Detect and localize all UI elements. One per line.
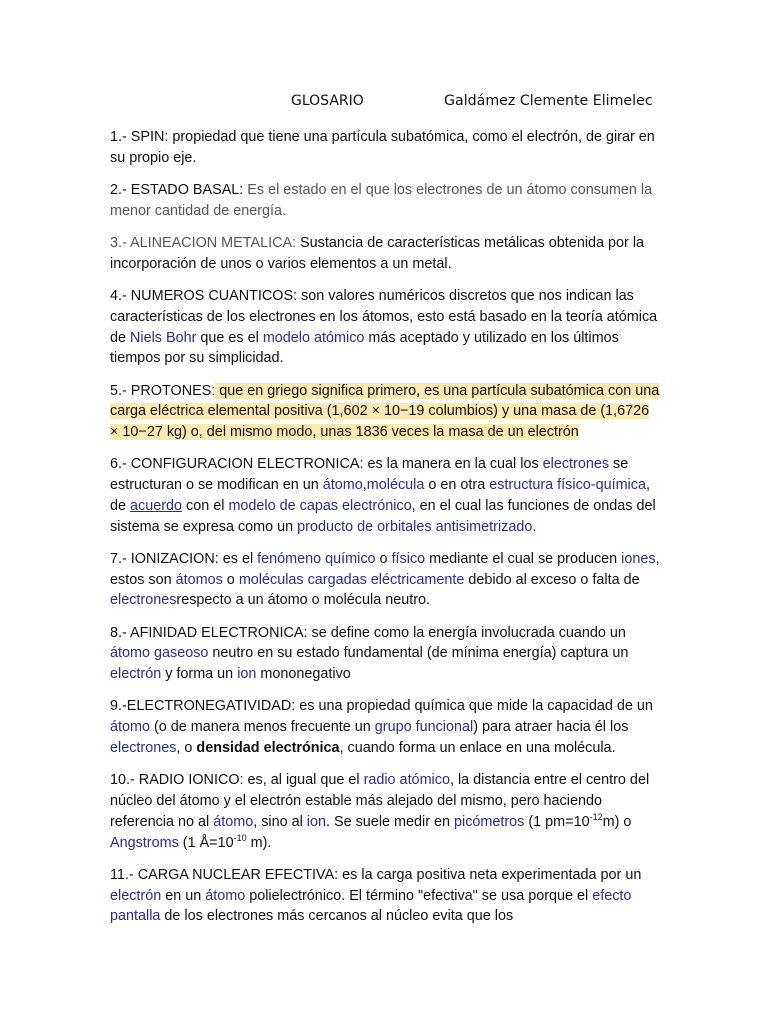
entry-text: es la manera en la cual los [363,456,543,473]
entry-term: 10.- RADIO IONICO: [110,772,244,789]
link-iones[interactable]: iones [621,550,656,567]
document-header [0,93,768,113]
glossary-entry-alineacion-metalica [110,233,660,275]
link-producto-orbitales[interactable]: producto de orbitales antisimetrizado [297,518,533,535]
link-atomo[interactable]: átomo [205,887,246,904]
link-electrones[interactable]: electrones [542,456,610,473]
entry-text: debido al exceso o falta de [464,571,640,588]
entry-text: con el [182,497,229,514]
link-moleculas-cargadas[interactable]: moléculas cargadas eléctricamente [238,571,465,588]
entry-text: , cuando forma un enlace en una molécula. [339,740,616,757]
link-electrones[interactable]: electrones [110,592,177,609]
bold-term: densidad electrónica [196,740,340,757]
link-molecula[interactable]: molécula [366,477,425,494]
entry-text: se define como la energía involucrada cuando un [307,624,626,641]
entry-text: que es el [196,329,263,346]
entry-text: de los electrones más cercanos al núcleo evita que los [160,908,514,925]
entry-definition: propiedad que tiene una partícula subatómica, como el electrón, de girar en su propio eje. [110,129,655,166]
glossary-body [110,127,660,939]
entry-term: 7.- IONIZACION: [110,550,219,567]
entry-term: 4.- NUMEROS CUANTICOS: [110,287,298,304]
glossary-entry-configuracion-electronica [110,454,660,537]
link-modelo-de-capas[interactable]: modelo de capas electrónico [228,497,412,514]
entry-text: , o [176,740,197,757]
superscript-exponent: -10 [233,832,247,843]
entry-text: , de [110,477,650,514]
entry-text: o en otra [424,477,490,494]
entry-term: 11.- CARGA NUCLEAR EFECTIVA: [110,866,339,883]
link-atomos[interactable]: átomos [175,571,223,588]
entry-text: polielectrónico. El término "efectiva" se usa porque el [245,887,593,904]
glossary-entry-estado-basal [110,180,660,222]
entry-text: (o de manera menos frecuente un [150,719,375,736]
link-electron[interactable]: electrón [110,666,162,683]
entry-text: mononegativo [256,666,351,683]
glossary-entry-electronegatividad [110,696,660,758]
link-atomo[interactable]: átomo [110,719,150,736]
entry-text: respecto a un átomo o molécula neutro. [176,592,430,609]
entry-text: , sino al [253,813,307,830]
entry-term: 2.- ESTADO BASAL: [110,181,244,198]
highlighted-definition: que en griego significa primero, es una partícula subatómica con una carga eléctrica elemental positiva (1,602 × 10−19 columbios) y una masa de (1,6726 × 10−27 kg) o, del mismo modo, unas 1836 veces la masa de un electrón [110,382,660,441]
link-ion[interactable]: ion [306,813,327,830]
link-grupo-funcional[interactable]: grupo funcional [374,719,474,736]
entry-text: se estructuran o se modifican en un [110,456,629,494]
link-angstroms[interactable]: Angstroms [110,834,179,851]
link-niels-bohr[interactable]: Niels Bohr [130,329,197,346]
document-title: GLOSARIO [291,93,364,109]
author-name: Galdámez Clemente Elimelec [444,93,653,109]
entry-text: . [532,518,537,535]
glossary-entry-carga-nuclear-efectiva [110,865,660,927]
link-acuerdo[interactable]: acuerdo [130,497,183,514]
link-radio-atomico[interactable]: radio atómico [363,772,450,789]
entry-text: , en el cual las funciones de ondas del sistema se expresa como un [110,497,656,535]
entry-definition: Es el estado en el que los electrones de un átomo consumen la menor cantidad de energía. [110,181,653,219]
entry-text: (1 Å=10 [178,834,234,851]
entry-text: , [362,477,367,494]
entry-text: o [375,550,392,567]
link-fenomeno-quimico[interactable]: fenómeno químico [257,550,376,567]
entry-text: más aceptado y utilizado en los últimos tiempos por su simplicidad. [110,329,619,367]
entry-text: ) para atraer hacia él los [473,719,629,736]
link-picometros[interactable]: picómetros [454,813,525,830]
link-atomo[interactable]: átomo [322,477,363,494]
entry-text: . Se suele medir en [326,813,454,830]
entry-text: m) o [602,813,632,830]
link-atomo[interactable]: átomo [213,813,254,830]
entry-term: 5.- PROTONES: [110,382,216,399]
entry-text: m). [246,834,272,851]
link-electron[interactable]: electrón [110,887,162,904]
entry-text: en un [161,887,206,904]
entry-text: (1 pm=10 [524,813,590,830]
glossary-entry-radio-ionico [110,770,660,853]
entry-term: 9.-ELECTRONEGATIVIDAD: [110,698,296,715]
entry-text: o [222,571,239,588]
entry-term: 8.- AFINIDAD ELECTRONICA: [110,624,308,641]
link-fisico[interactable]: físico [391,550,426,567]
superscript-exponent: -12 [589,811,603,822]
glossary-entry-ionizacion [110,549,660,611]
link-modelo-atomico[interactable]: modelo atómico [262,329,365,346]
glossary-entry-afinidad-electronica [110,623,660,685]
glossary-entry-spin [110,127,660,169]
entry-text: neutro en su estado fundamental (de mínima energía) captura un [208,645,629,662]
entry-text: es una propiedad química que mide la capacidad de un [295,698,653,715]
entry-definition: Sustancia de características metálicas obtenida por la incorporación de unos o varios elementos a un metal. [110,234,645,272]
link-ion[interactable]: ion [237,666,257,683]
entry-text: es el [218,550,258,567]
entry-text: mediante el cual se producen [425,550,622,567]
link-efecto-pantalla[interactable]: efecto pantalla [110,887,632,925]
link-electrones[interactable]: electrones [110,740,177,757]
glossary-entry-numeros-cuanticos [110,286,660,369]
entry-text: , estos son [110,550,660,588]
entry-text: , la distancia entre el centro del núcleo del átomo y el electrón estable más alejado del mismo, pero haciendo referencia no al [110,772,650,830]
link-estructura-fisico-quimica[interactable]: estructura físico-química [489,477,646,494]
entry-term: 3.- ALINEACION METALICA: [110,234,297,251]
entry-text: son valores numéricos discretos que nos indican las características de los electrones en los átomos, esto está basado en la teoría atómica de [110,287,658,346]
glossary-entry-protones [110,381,660,443]
link-atomo-gaseoso[interactable]: átomo gaseoso [110,645,209,662]
entry-text: es la carga positiva neta experimentada por un [338,866,642,883]
entry-text: y forma un [161,666,238,683]
entry-text: es, al igual que el [243,772,364,789]
entry-term: 6.- CONFIGURACION ELECTRONICA: [110,456,364,473]
entry-term: 1.- SPIN: [110,129,169,145]
